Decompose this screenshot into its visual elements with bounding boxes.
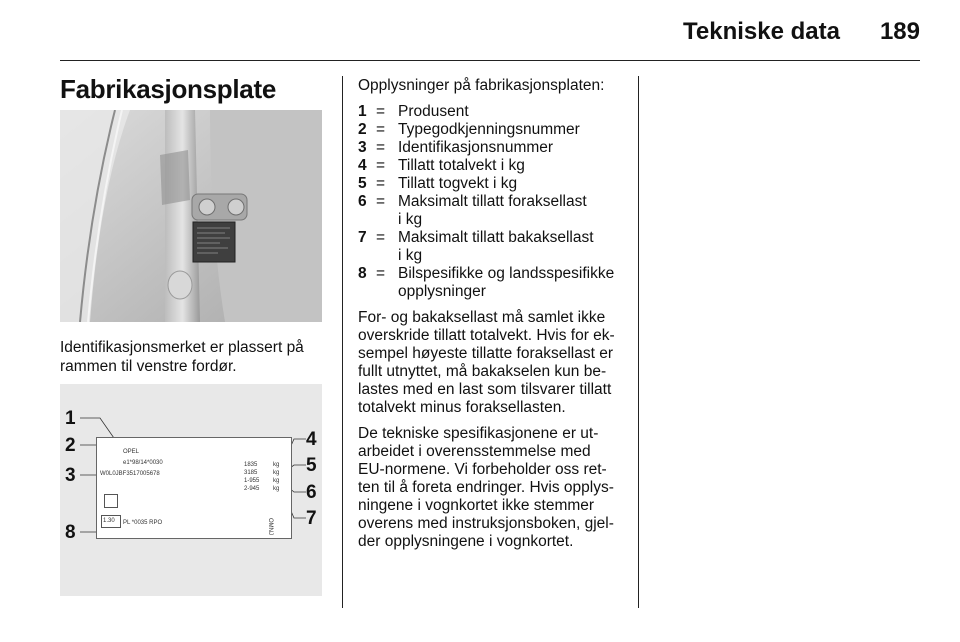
plate-code: 1.30 bbox=[103, 518, 115, 524]
item-equals: = bbox=[376, 139, 386, 156]
item-text: Identifikasjonsnummer bbox=[398, 139, 554, 156]
item-text: Tillatt togvekt i kg bbox=[398, 175, 518, 192]
callout-8: 8 bbox=[65, 522, 76, 543]
info-intro: Opplysninger på fabrikasjonsplaten: bbox=[358, 77, 605, 94]
plate-diagram bbox=[60, 384, 322, 596]
photo-caption bbox=[60, 338, 330, 376]
list-item bbox=[358, 103, 626, 121]
eu-norms-paragraph bbox=[358, 425, 626, 551]
item-equals: = bbox=[376, 229, 386, 246]
paragraph-line: lastes med en last som tilsvarer tillatt bbox=[358, 381, 612, 398]
paragraph-line: overskride tillatt totalvekt. Hvis for ek- bbox=[358, 327, 615, 344]
item-text: Maksimalt tillatt bakaksellast bbox=[398, 229, 594, 246]
paragraph-line: EU-normene. Vi forbeholder oss ret- bbox=[358, 461, 607, 478]
callout-4: 4 bbox=[306, 429, 317, 450]
paragraph-line: For- og bakaksellast må samlet ikke bbox=[358, 309, 606, 326]
item-number: 3 bbox=[358, 139, 367, 156]
list-item bbox=[358, 139, 626, 157]
page-number: 189 bbox=[879, 18, 920, 45]
list-item bbox=[358, 229, 626, 265]
plate-unit: kg bbox=[273, 470, 280, 476]
caption-line: rammen til venstre fordør. bbox=[60, 358, 237, 375]
section-title: Fabrikasjonsplate bbox=[60, 74, 276, 104]
item-equals: = bbox=[376, 175, 386, 192]
page-header bbox=[60, 18, 920, 60]
paragraph-line: der opplysningene i vognkortet. bbox=[358, 533, 574, 550]
item-number: 4 bbox=[358, 157, 367, 174]
paragraph-line: totalvekt minus foraksellasten. bbox=[358, 399, 566, 416]
item-text: Produsent bbox=[398, 103, 469, 120]
callout-5: 5 bbox=[306, 455, 317, 476]
paragraph-line: ningene i vognkortet ikke stemmer bbox=[358, 497, 595, 514]
list-item bbox=[358, 157, 626, 175]
column-divider-1 bbox=[342, 76, 343, 608]
item-number: 5 bbox=[358, 175, 367, 192]
manufacturer-plate bbox=[96, 437, 292, 539]
item-text: Maksimalt tillatt foraksellast bbox=[398, 193, 587, 210]
list-item bbox=[358, 193, 626, 229]
plate-total-weight: 1835 bbox=[244, 462, 258, 468]
item-text: Typegodkjenningsnummer bbox=[398, 121, 580, 138]
item-number: 8 bbox=[358, 265, 367, 282]
caption-line: Identifikasjonsmerket er plassert på bbox=[60, 339, 304, 356]
plate-unit: kg bbox=[273, 462, 280, 468]
item-text: i kg bbox=[398, 247, 423, 264]
item-equals: = bbox=[376, 265, 386, 282]
item-number: 6 bbox=[358, 193, 367, 210]
item-equals: = bbox=[376, 103, 386, 120]
item-equals: = bbox=[376, 121, 386, 138]
item-text: i kg bbox=[398, 211, 423, 228]
item-equals: = bbox=[376, 193, 386, 210]
plate-approval-number: e1*98/14*0030 bbox=[123, 460, 163, 466]
header-rule bbox=[60, 60, 920, 61]
item-number: 1 bbox=[358, 103, 367, 120]
axle-load-paragraph bbox=[358, 309, 626, 417]
plate-front-axle: 1-955 bbox=[244, 478, 260, 484]
callout-6: 6 bbox=[306, 482, 317, 503]
plate-code-box bbox=[101, 515, 121, 528]
list-item bbox=[358, 175, 626, 193]
paragraph-line: overens med instruksjonsboken, gjel- bbox=[358, 515, 614, 532]
plate-info-column bbox=[358, 77, 626, 551]
plate-unit: kg bbox=[273, 478, 280, 484]
item-equals: = bbox=[376, 157, 386, 174]
plate-rear-axle: 2-945 bbox=[244, 486, 260, 492]
plate-vin: W0L0JBF3517005678 bbox=[100, 471, 160, 477]
plate-unit: kg bbox=[273, 486, 280, 492]
door-frame-photo bbox=[60, 110, 322, 322]
callout-1: 1 bbox=[65, 408, 76, 429]
paragraph-line: De tekniske spesifikasjonene er ut- bbox=[358, 425, 599, 442]
list-item bbox=[358, 265, 626, 301]
plate-vertical-code: OMNJ bbox=[267, 518, 273, 535]
item-number: 7 bbox=[358, 229, 367, 246]
paragraph-line: ten til å foreta endringer. Hvis opplys- bbox=[358, 479, 614, 496]
item-text: opplysninger bbox=[398, 283, 486, 300]
door-frame-illustration bbox=[60, 110, 322, 322]
plate-maker: OPEL bbox=[123, 449, 140, 455]
plate-train-weight: 3185 bbox=[244, 470, 258, 476]
paragraph-line: fullt utnyttet, må bakakselen kun be- bbox=[358, 363, 607, 380]
header-title: Tekniske data bbox=[683, 18, 840, 45]
item-number: 2 bbox=[358, 121, 367, 138]
callout-2: 2 bbox=[65, 435, 76, 456]
item-text: Tillatt totalvekt i kg bbox=[398, 157, 525, 174]
plate-rpo-codes: PL *0035 RPO bbox=[123, 520, 163, 526]
paragraph-line: sempel høyeste tillatte foraksellast er bbox=[358, 345, 613, 362]
paragraph-line: arbeidet i overensstemmelse med bbox=[358, 443, 591, 460]
callout-7: 7 bbox=[306, 508, 317, 529]
list-item bbox=[358, 121, 626, 139]
plate-empty-box bbox=[104, 494, 118, 508]
column-divider-2 bbox=[638, 76, 639, 608]
item-text: Bilspesifikke og landsspesifikke bbox=[398, 265, 615, 282]
callout-3: 3 bbox=[65, 465, 76, 486]
